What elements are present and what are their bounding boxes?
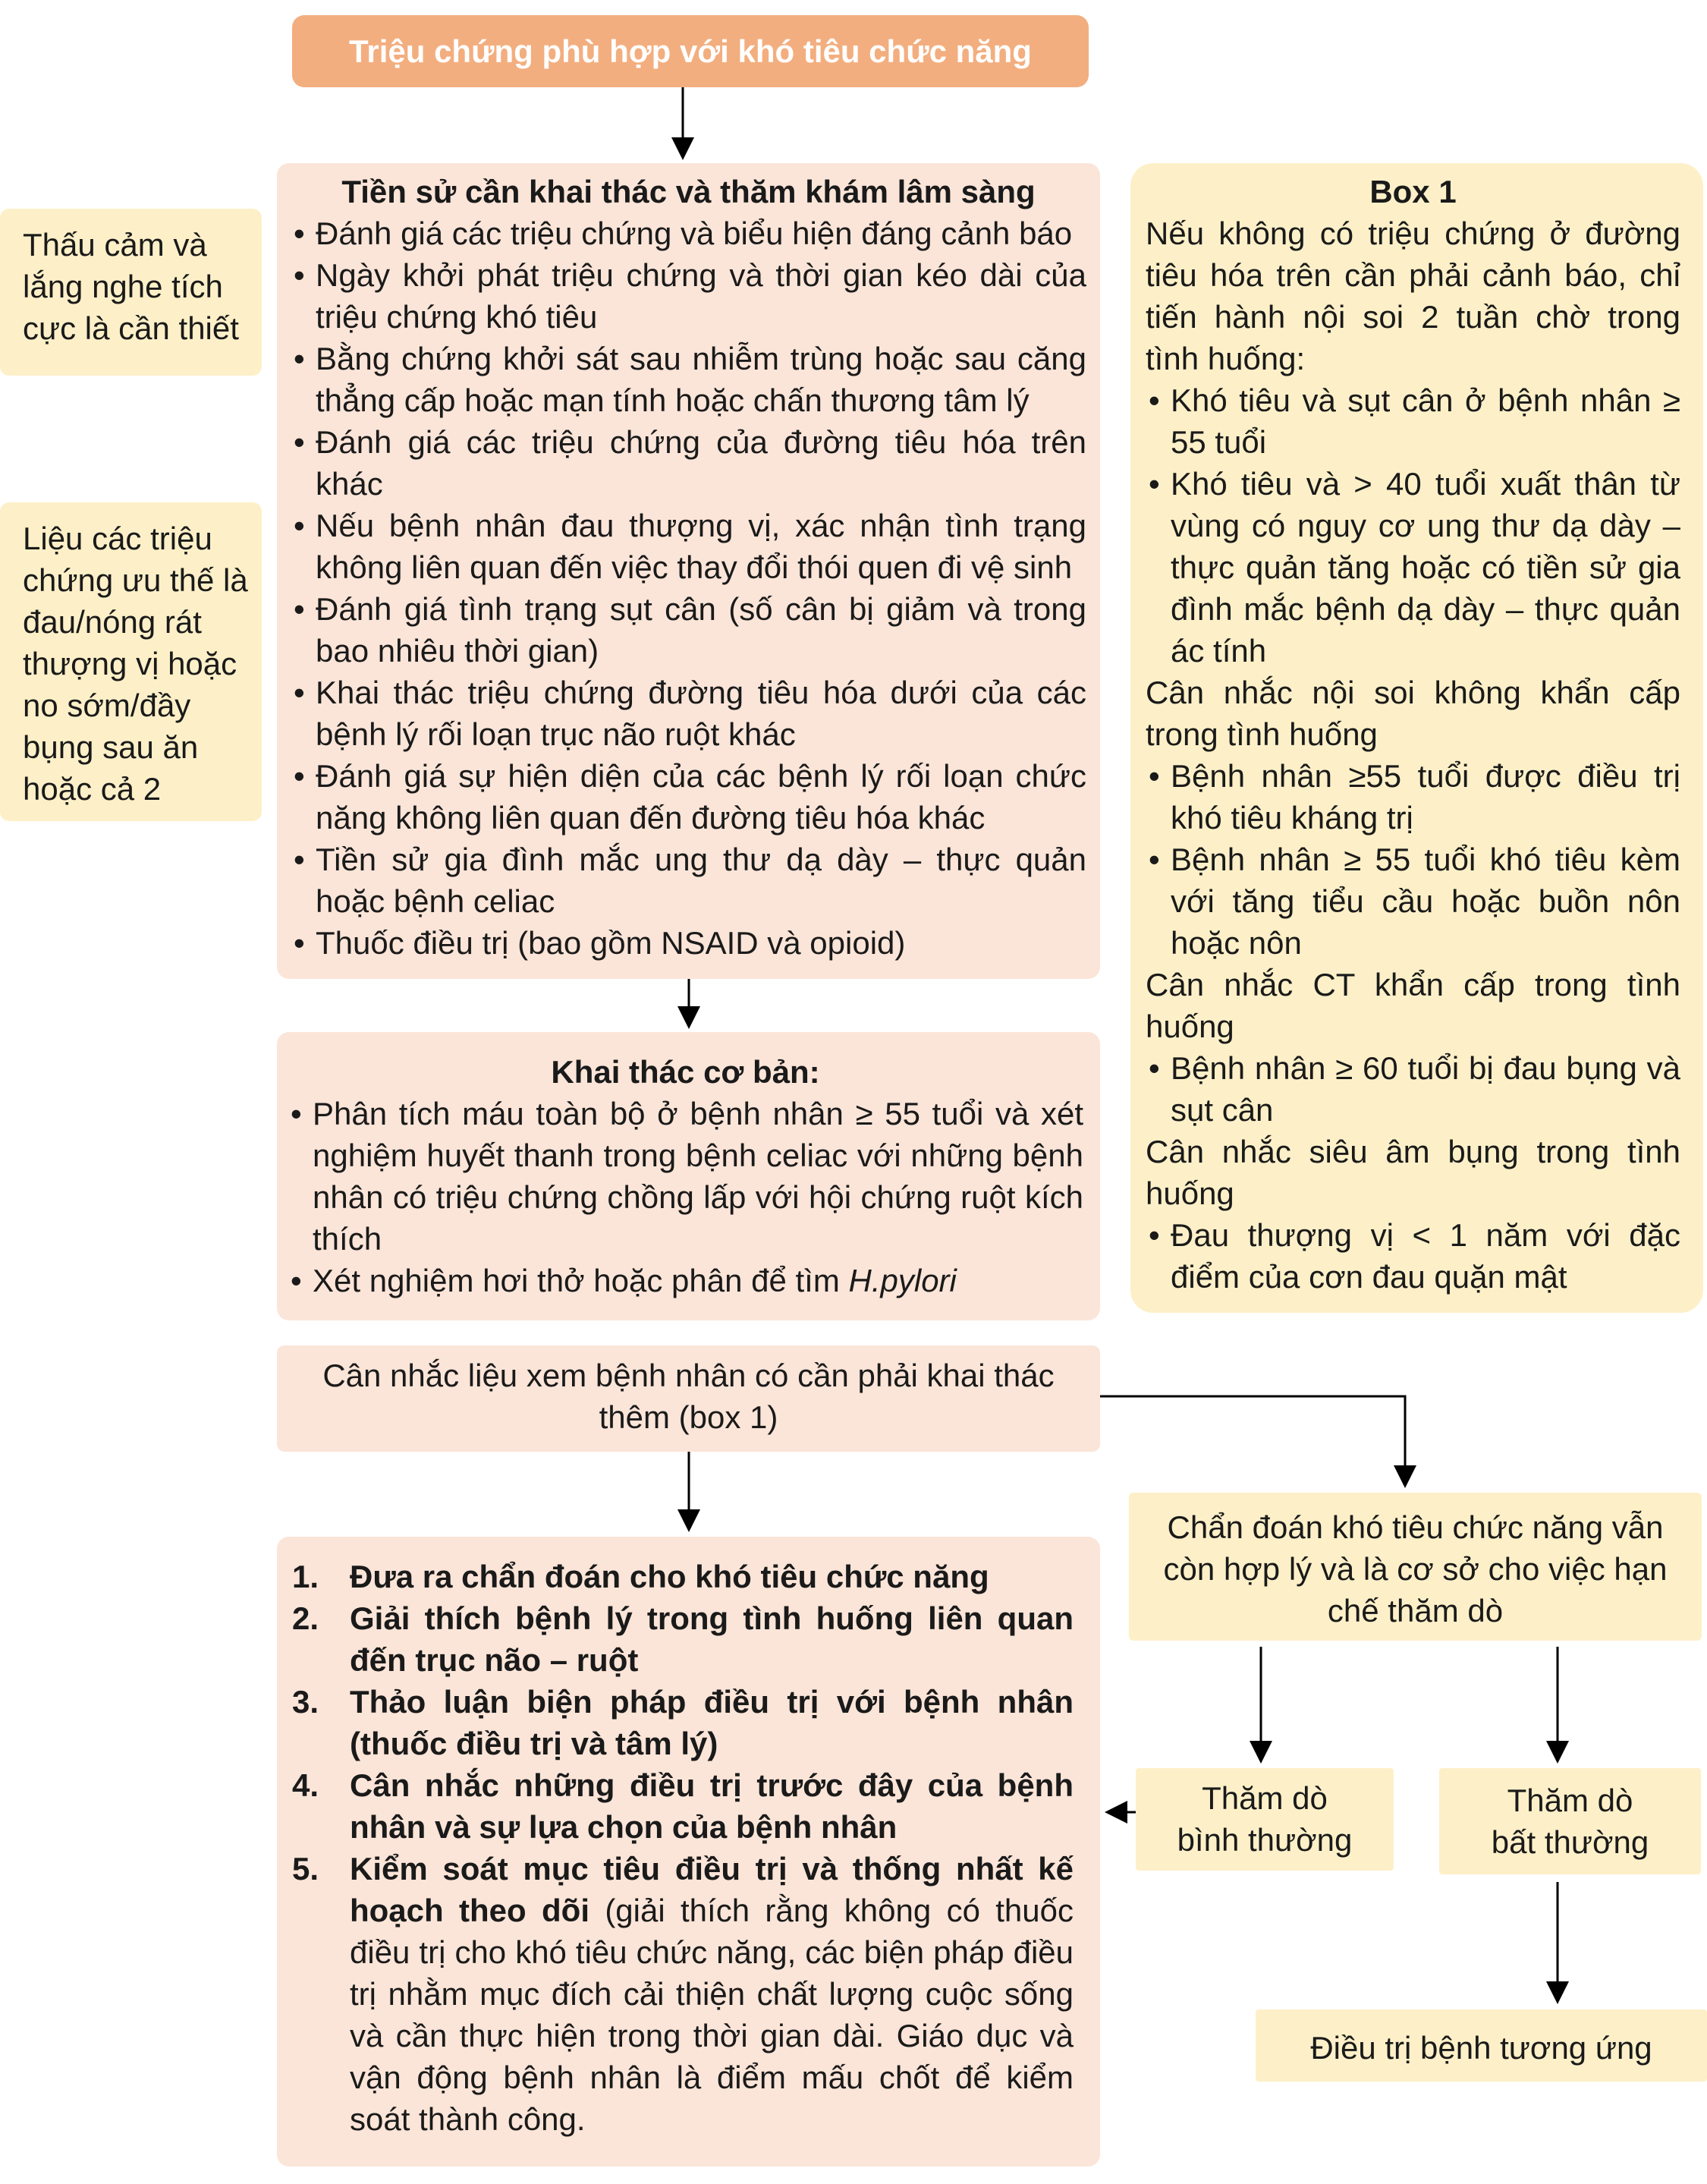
pathogen-name: H.pylori (848, 1263, 957, 1298)
side-note-line: hoặc cả 2 (23, 771, 162, 807)
history-item: • Bằng chứng khởi sát sau nhiễm trùng hoặc sau căng thẳng cấp hoặc mạn tính hoặc chấn thương tâm lý (291, 338, 1086, 421)
side-note-line: no sớm/đầy (23, 688, 191, 723)
item-number: 3. (292, 1684, 319, 1720)
history-item: • Khai thác triệu chứng đường tiêu hóa dưới của các bệnh lý rối loạn trục não ruột khác (291, 672, 1086, 755)
history-item: • Ngày khởi phát triệu chứng và thời gian kéo dài của triệu chứng khó tiêu (291, 254, 1086, 338)
history-item: • Đánh giá các triệu chứng của đường tiêu hóa trên khác (291, 421, 1086, 505)
treat-condition-text: Điều trị bệnh tương ứng (1310, 2030, 1652, 2066)
box1-item: • Khó tiêu và sụt cân ở bệnh nhân ≥ 55 tuổi (1146, 379, 1680, 463)
box1-heading: Cân nhắc nội soi không khẩn cấp trong tình huống (1146, 675, 1680, 752)
abnormal-investigations-line: Thăm dò (1507, 1783, 1633, 1818)
side-note-line: Thấu cảm và (23, 227, 207, 263)
side-note-line: bụng sau ăn (23, 729, 199, 765)
start-box-text: Triệu chứng phù hợp với khó tiêu chức năng (349, 33, 1032, 69)
normal-investigations-line: Thăm dò (1202, 1780, 1328, 1816)
side-note-line: lắng nghe tích (23, 269, 223, 304)
item-number: 4. (292, 1767, 319, 1803)
history-item: • Đánh giá sự hiện diện của các bệnh lý rối loạn chức năng không liên quan đến đường tiêu hóa khác (291, 755, 1086, 839)
item-number: 1. (292, 1559, 319, 1594)
box1-title: Box 1 (1369, 174, 1457, 209)
item-number: 2. (292, 1600, 319, 1636)
management-item-bold: Kiểm soát mục tiêu điều trị và thống nhất kế hoạch theo dõi (350, 1851, 1074, 1928)
arrow-consider-to-diagnosis (1100, 1396, 1405, 1484)
history-item: • Thuốc điều trị (bao gồm NSAID và opioid) (291, 922, 1086, 964)
side-note-line: thượng vị hoặc (23, 646, 237, 681)
box1-item: • Đau thượng vị < 1 năm với đặc điểm của cơn đau quặn mật (1146, 1214, 1680, 1298)
side-note-line: Liệu các triệu (23, 521, 212, 556)
history-item: • Đánh giá tình trạng sụt cân (số cân bị giảm và trong bao nhiêu thời gian) (291, 588, 1086, 672)
side-note-line: đau/nóng rát (23, 604, 202, 640)
management-item-detail: (giải thích rằng không có thuốc điều trị cho khó tiêu chức năng, các biện pháp điều trị nhằm mục đích cải thiện chất lượng cuộc sống và cần thực hiện trong thời gian dài. Giáo dục và vận động bệnh nhân là điểm mấu chốt để kiểm soát thành công. (350, 1893, 1074, 2137)
history-item: • Tiền sử gia đình mắc ung thư dạ dày – thực quản hoặc bệnh celiac (291, 839, 1086, 922)
history-title: Tiền sử cần khai thác và thăm khám lâm sàng (341, 174, 1036, 209)
history-item: • Nếu bệnh nhân đau thượng vị, xác nhận tình trạng không liên quan đến việc thay đổi thói quen đi vệ sinh (291, 505, 1086, 588)
management-item-bold: Cân nhắc những điều trị trước đây của bệnh nhân và sự lựa chọn của bệnh nhân (350, 1767, 1074, 1845)
box1-heading: Cân nhắc CT khẩn cấp trong tình huống (1146, 967, 1680, 1044)
abnormal-investigations-line: bất thường (1491, 1824, 1649, 1860)
side-note-line: cực là cần thiết (23, 310, 239, 346)
diagnosis-valid-line: chế thăm dò (1327, 1593, 1504, 1629)
history-item: • Đánh giá các triệu chứng và biểu hiện đáng cảnh báo (291, 212, 1086, 254)
consider-workup-text: Cân nhắc liệu xem bệnh nhân có cần phải khai thác thêm (box 1) (322, 1358, 1055, 1435)
diagnosis-valid-line: còn hợp lý và là cơ sở cho việc hạn (1163, 1551, 1668, 1587)
box1-item: • Bệnh nhân ≥ 55 tuổi khó tiêu kèm với tăng tiểu cầu hoặc buồn nôn hoặc nôn (1146, 839, 1680, 964)
normal-investigations-line: bình thường (1177, 1822, 1353, 1858)
management-item-bold: Thảo luận biện pháp điều trị với bệnh nhân (thuốc điều trị và tâm lý) (350, 1684, 1074, 1761)
management-item-bold: Đưa ra chẩn đoán cho khó tiêu chức năng (350, 1559, 989, 1594)
box1-item: • Bệnh nhân ≥55 tuổi được điều trị khó tiêu kháng trị (1146, 755, 1680, 839)
management-item-bold: Giải thích bệnh lý trong tình huống liên quan đến trục não – ruột (350, 1600, 1074, 1678)
basic-workup-title: Khai thác cơ bản: (551, 1054, 820, 1090)
item-number: 5. (292, 1851, 319, 1887)
basic-workup-item-text: Xét nghiệm hơi thở hoặc phân để tìm (313, 1263, 849, 1298)
box1-intro: Nếu không có triệu chứng ở đường tiêu hóa trên cần phải cảnh báo, chỉ tiến hành nội soi 2 tuần chờ trong tình huống: (1146, 216, 1680, 376)
basic-workup-item: • Phân tích máu toàn bộ ở bệnh nhân ≥ 55 tuổi và xét nghiệm huyết thanh trong bệnh celiac với những bệnh nhân có triệu chứng chồng lấp với hội chứng ruột kích thích (288, 1093, 1083, 1260)
side-note-line: chứng ưu thế là (23, 562, 248, 598)
box1-item: • Khó tiêu và > 40 tuổi xuất thân từ vùng có nguy cơ ung thư dạ dày – thực quản tăng hoặc có tiền sử gia đình mắc bệnh dạ dày – thực quản ác tính (1146, 463, 1680, 672)
diagnosis-valid-line: Chẩn đoán khó tiêu chức năng vẫn (1167, 1509, 1664, 1545)
box1-item: • Bệnh nhân ≥ 60 tuổi bị đau bụng và sụt cân (1146, 1047, 1680, 1131)
box1-heading: Cân nhắc siêu âm bụng trong tình huống (1146, 1134, 1680, 1211)
